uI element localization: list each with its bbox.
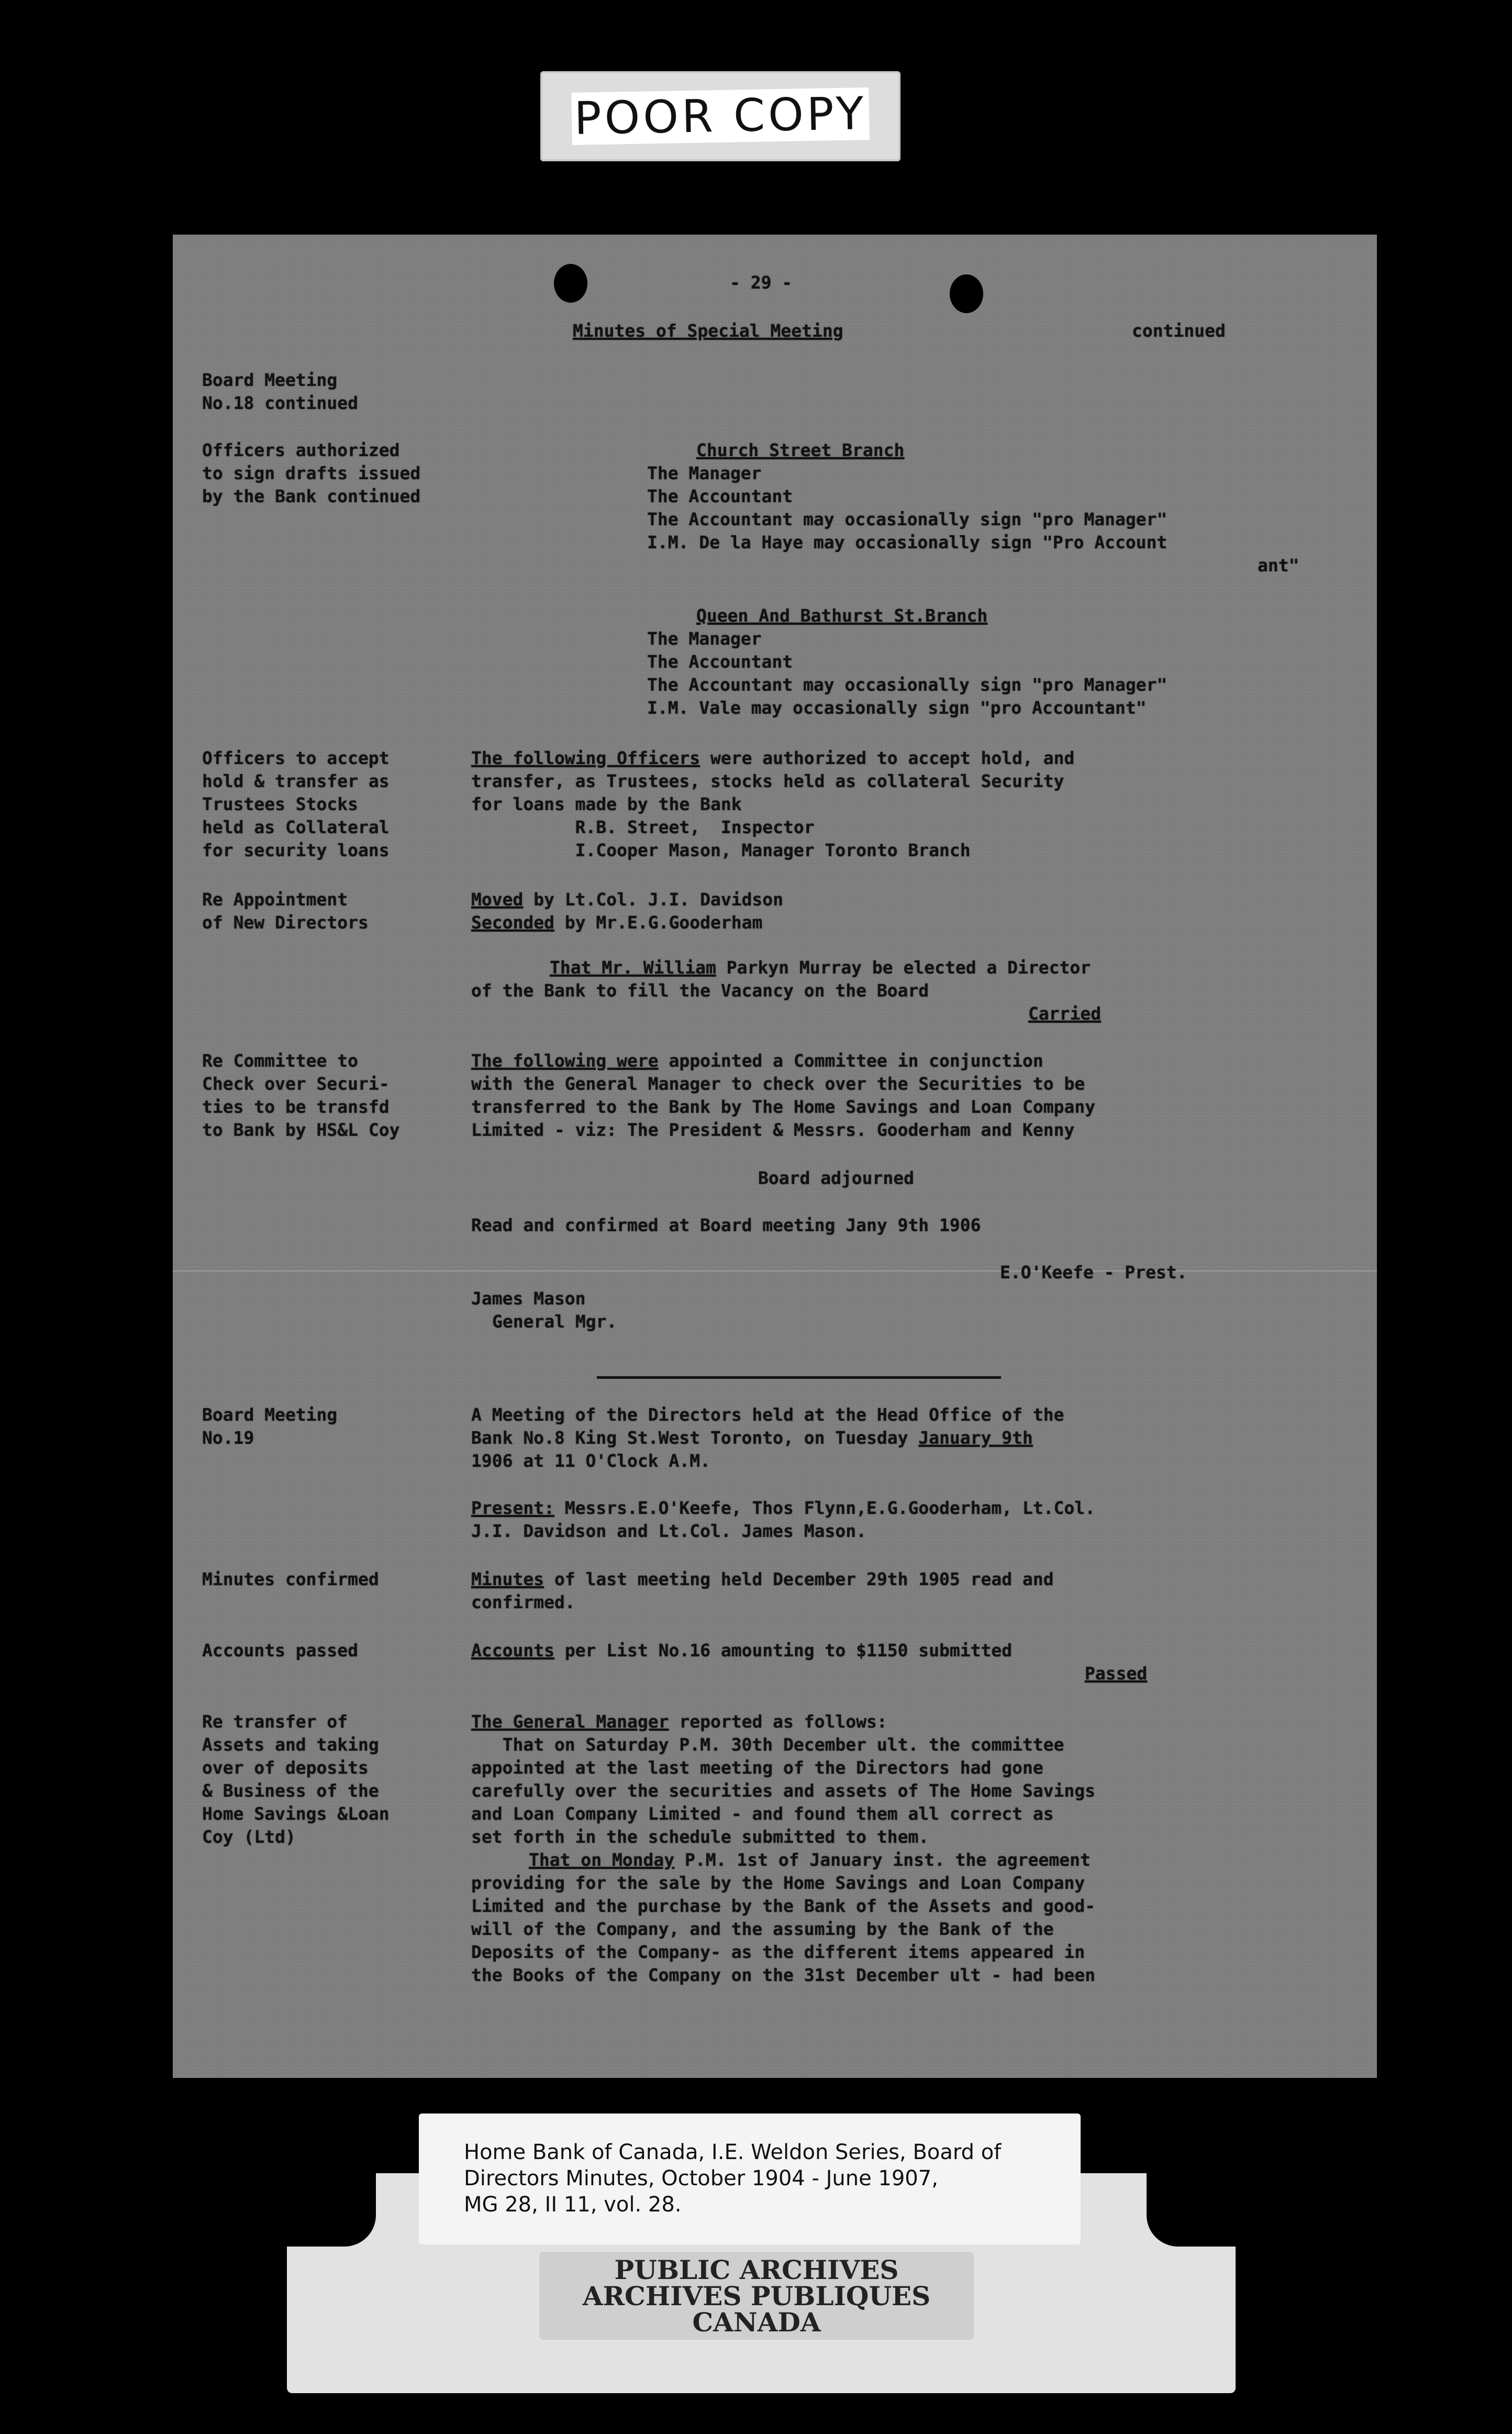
accounts-line <box>471 1639 1012 1662</box>
officer-line: The Manager <box>647 628 762 649</box>
trustee-line: I.Cooper Mason, Manager Toronto Branch <box>471 840 971 860</box>
minutes-label: Minutes <box>471 1569 544 1589</box>
resolution-lead: That Mr. William <box>550 957 716 978</box>
officer-line: I.M. De la Haye may occasionally sign "Pro Account <box>647 532 1168 552</box>
margin-note: Trustees Stocks <box>202 794 359 814</box>
margin-note: to Bank by HS&L Coy <box>202 1120 400 1140</box>
trustee-text: were authorized to accept hold, and <box>700 748 1075 768</box>
margin-note: Assets and taking <box>202 1734 379 1755</box>
present-line <box>471 1497 1095 1520</box>
moved-text: by Lt.Col. J.I. Davidson <box>523 889 784 910</box>
stamp-line: CANADA <box>692 2307 821 2338</box>
stamp-line: ARCHIVES PUBLIQUES <box>582 2281 931 2311</box>
branch-heading: Church Street Branch <box>696 440 905 460</box>
margin-note: of New Directors <box>202 912 369 933</box>
resolution-text: Parkyn Murray be elected a Director <box>716 957 1091 978</box>
trustee-lead: The following Officers <box>471 748 701 768</box>
margin-note: Re Appointment <box>202 889 348 910</box>
report-line: Limited and the purchase by the Bank of the Assets and good- <box>471 1896 1096 1916</box>
poor-copy-label: POOR COPY <box>571 87 870 145</box>
report-line: set forth in the schedule submitted to them. <box>471 1827 929 1847</box>
adjourned-note: Board adjourned <box>758 1168 915 1188</box>
fold-line <box>173 1270 1377 1271</box>
report-line: and Loan Company Limited - and found them all correct as <box>471 1804 1054 1824</box>
officer-line: The Accountant <box>647 651 793 672</box>
moved-label: Moved <box>471 889 524 910</box>
confirmed-line: Read and confirmed at Board meeting Jany 9th 1906 <box>471 1215 981 1235</box>
margin-note: Home Savings &Loan <box>202 1804 390 1824</box>
meeting-ref-line: No.18 continued <box>202 393 359 413</box>
meeting-intro-text: Bank No.8 King St.West Toronto, on Tuesday <box>471 1428 919 1448</box>
margin-note: Re transfer of <box>202 1711 348 1732</box>
committee-line: with the General Manager to check over the Securities to be <box>471 1074 1085 1094</box>
margin-note: to sign drafts issued <box>202 463 421 483</box>
margin-note: Officers authorized <box>202 440 400 460</box>
report-lead: The General Manager <box>471 1711 669 1732</box>
citation-line: Home Bank of Canada, I.E. Weldon Series, Board of <box>464 2140 1002 2164</box>
citation-line: Directors Minutes, October 1904 - June 1907, <box>464 2166 938 2190</box>
present-line: J.I. Davidson and Lt.Col. James Mason. <box>471 1521 866 1541</box>
seconded-line <box>471 911 762 934</box>
report-line <box>471 1710 887 1733</box>
officer-line: ant" <box>1258 555 1299 576</box>
accounts-text: per List No.16 amounting to $1150 submitted <box>554 1640 1013 1661</box>
poor-copy-tag <box>540 71 900 161</box>
report-line: Deposits of the Company- as the different items appeared in <box>471 1942 1085 1962</box>
officer-line: The Accountant <box>647 486 793 506</box>
margin-note: by the Bank continued <box>202 486 421 506</box>
report-line: appointed at the last meeting of the Directors had gone <box>471 1757 1043 1778</box>
officer-line: I.M. Vale may occasionally sign "pro Accountant" <box>647 698 1147 718</box>
present-text: Messrs.E.O'Keefe, Thos Flynn,E.G.Gooderham, Lt.Col. <box>554 1498 1096 1518</box>
committee-line: transferred to the Bank by The Home Savings and Loan Company <box>471 1097 1096 1117</box>
punch-hole-right <box>950 274 983 313</box>
carried-label: Carried <box>1028 1003 1102 1024</box>
manager-signature: James Mason <box>471 1288 586 1309</box>
committee-line <box>471 1049 1043 1072</box>
moved-line <box>471 888 783 911</box>
resolution-line <box>550 956 1091 979</box>
minutes-line <box>471 1568 1054 1591</box>
page-number: - 29 - <box>730 272 793 293</box>
report-line: That on Saturday P.M. 30th December ult. the committee <box>471 1734 1064 1755</box>
report-text: reported as follows: <box>669 1711 887 1732</box>
trustee-line <box>471 747 1074 770</box>
committee-line: Limited - viz: The President & Messrs. Gooderham and Kenny <box>471 1120 1075 1140</box>
trustee-line: transfer, as Trustees, stocks held as collateral Security <box>471 771 1064 791</box>
report-line: will of the Company, and the assuming by the Bank of the <box>471 1919 1054 1939</box>
minutes-text: of last meeting held December 29th 1905 read and <box>544 1569 1054 1589</box>
trustee-line: for loans made by the Bank <box>471 794 742 814</box>
officer-line: The Manager <box>647 463 762 483</box>
officer-line: The Accountant may occasionally sign "pro Manager" <box>647 509 1168 529</box>
trustee-line: R.B. Street, Inspector <box>471 817 815 837</box>
margin-note: Board Meeting <box>202 1404 338 1425</box>
holder-notch-left <box>287 2163 376 2247</box>
meeting-date: January 9th <box>918 1428 1033 1448</box>
citation-label <box>419 2114 1081 2244</box>
holder-notch-right <box>1147 2163 1236 2247</box>
meeting-intro-line: 1906 at 11 O'Clock A.M. <box>471 1451 710 1471</box>
meeting-intro-line <box>471 1426 1033 1450</box>
margin-note: Coy (Ltd) <box>202 1827 296 1847</box>
resolution-line: of the Bank to fill the Vacancy on the Board <box>471 980 929 1001</box>
margin-note: & Business of the <box>202 1780 379 1801</box>
continued-note: continued <box>1132 320 1226 341</box>
stamp-line: PUBLIC ARCHIVES <box>614 2254 899 2285</box>
margin-note: held as Collateral <box>202 817 390 837</box>
margin-note: Accounts passed <box>202 1640 359 1661</box>
section-divider <box>597 1376 1001 1379</box>
president-signature: E.O'Keefe - Prest. <box>1000 1262 1187 1282</box>
margin-note: Check over Securi- <box>202 1074 390 1094</box>
seconded-label: Seconded <box>471 912 554 933</box>
margin-note: over of deposits <box>202 1757 369 1778</box>
meeting-ref-line: Board Meeting <box>202 370 338 390</box>
margin-note: Re Committee to <box>202 1050 359 1071</box>
citation-line: MG 28, II 11, vol. 28. <box>464 2193 682 2217</box>
margin-note: No.19 <box>202 1428 254 1448</box>
report-line: providing for the sale by the Home Savings and Loan Company <box>471 1873 1085 1893</box>
meeting-intro-line: A Meeting of the Directors held at the Head Office of the <box>471 1404 1064 1425</box>
branch-heading: Queen And Bathurst St.Branch <box>696 605 988 626</box>
margin-note: for security loans <box>202 840 390 860</box>
report-line: carefully over the securities and assets of The Home Savings <box>471 1780 1096 1801</box>
punch-hole-left <box>554 264 587 303</box>
minutes-line: confirmed. <box>471 1592 575 1612</box>
officer-line: The Accountant may occasionally sign "pro Manager" <box>647 674 1168 695</box>
archive-stamp <box>539 2252 974 2340</box>
passed-label: Passed <box>1085 1663 1148 1684</box>
page-title: Minutes of Special Meeting <box>573 320 843 341</box>
committee-text: appointed a Committee in conjunction <box>658 1050 1043 1071</box>
report-para2-lead: That on Monday <box>529 1850 675 1870</box>
present-label: Present: <box>471 1498 554 1518</box>
margin-note: Officers to accept <box>202 748 390 768</box>
document-sheet <box>173 235 1377 2078</box>
accounts-label: Accounts <box>471 1640 554 1661</box>
margin-note: ties to be transfd <box>202 1097 390 1117</box>
seconded-text: by Mr.E.G.Gooderham <box>554 912 763 933</box>
report-line <box>529 1849 1091 1872</box>
margin-note: hold & transfer as <box>202 771 390 791</box>
report-para2-text: P.M. 1st of January inst. the agreement <box>674 1850 1091 1870</box>
report-line: the Books of the Company on the 31st December ult - had been <box>471 1965 1096 1985</box>
committee-lead: The following were <box>471 1050 659 1071</box>
manager-title: General Mgr. <box>492 1311 617 1332</box>
margin-note: Minutes confirmed <box>202 1569 379 1589</box>
